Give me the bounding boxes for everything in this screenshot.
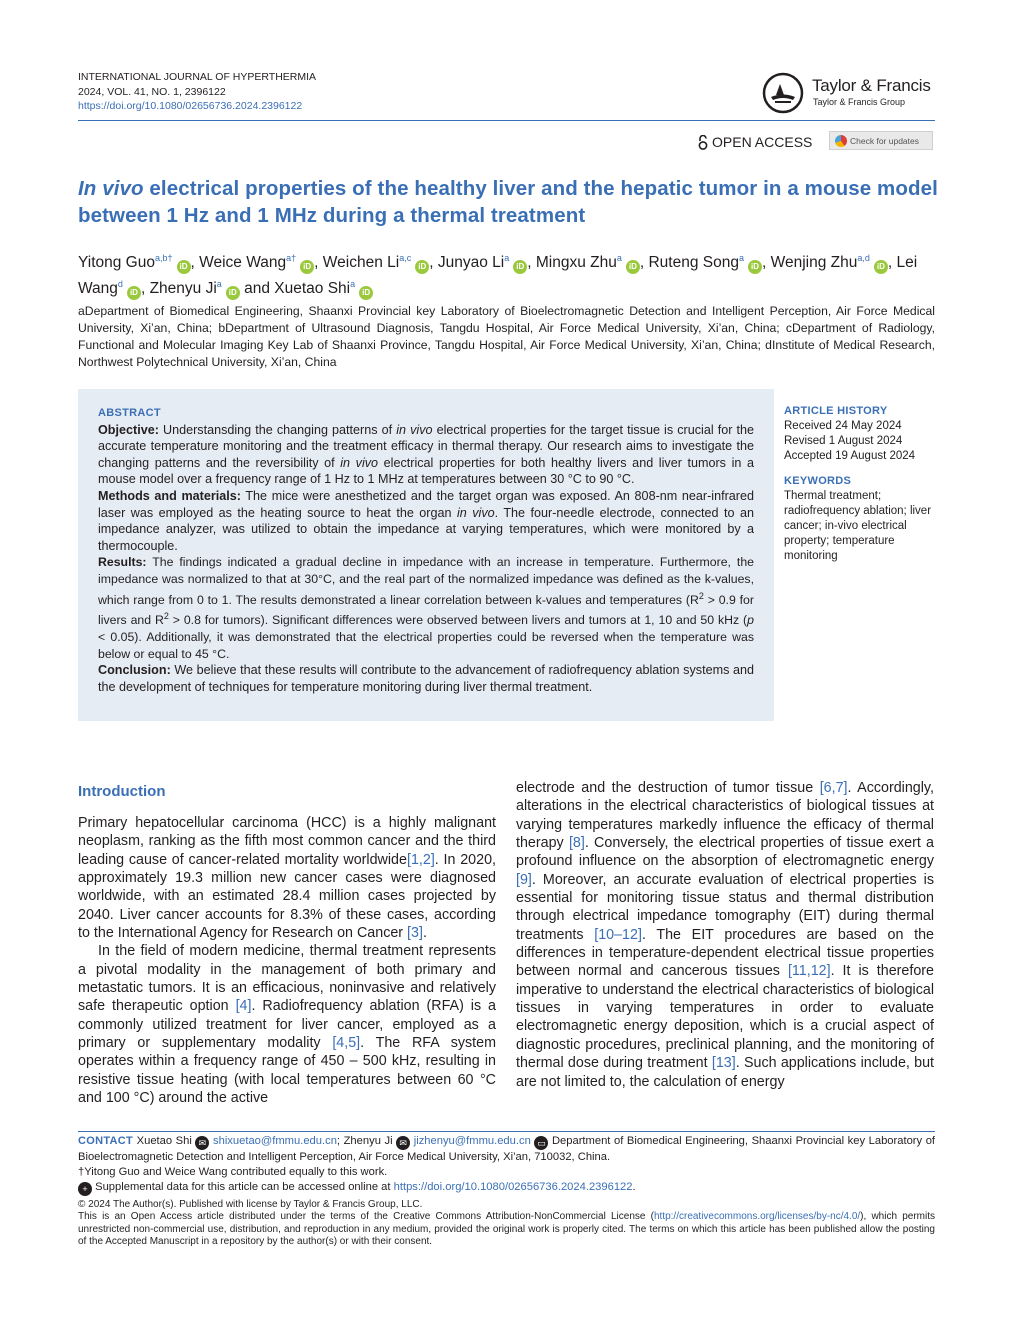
orcid-icon: iD	[177, 260, 191, 274]
abstract-objective: Objective: Understansding the changing patterns of in vivo electrical properties for the target tissue is crucial for the accurate temperature monitoring and the treatment efficacy in thermal therapy. Our research aims to investigate the changing patterns and the reversibility of in vivo electrical properties for both healthy livers and liver tumors in a mouse model over a frequency range of 1 Hz to 1 MHz at temperatures between 30 °C to 90 °C.	[98, 422, 754, 487]
citation-link[interactable]: [4]	[235, 998, 252, 1015]
supplemental-link[interactable]: https://doi.org/10.1080/02656736.2024.2396122	[393, 1181, 633, 1194]
citation-link[interactable]: [6,7]	[819, 780, 848, 796]
journal-info	[78, 70, 316, 114]
taylor-francis-logo-icon	[762, 72, 804, 114]
orcid-icon: iD	[415, 260, 429, 274]
supplemental-data-icon: +	[78, 1182, 92, 1196]
crossmark-icon	[835, 135, 847, 147]
citation-link[interactable]: [3]	[407, 925, 423, 942]
contact-heading: CONTACT	[78, 1135, 134, 1147]
orcid-icon: iD	[874, 260, 888, 274]
open-access-badge	[698, 134, 812, 153]
check-updates-button[interactable]	[829, 131, 933, 150]
paragraph: electrode and the destruction of tumor tissue [6,7]. Accordingly, alterations in the electrical characteristics of biological tissues at varying temperatures markedly influence the efficacy of thermal therapy [8]. Conversely, the electrical properties of tissue exert a profound influence on the absorption of electromagnetic energy [9]. Moreover, an accurate evaluation of electrical properties is essential for monitoring tissue status and thermal distribution through electrical impedance tomography (EIT) during thermal treatments [10–12]. The EIT procedures are based on the differences in temperature-dependent electrical tissue properties between normal and cancerous tissues [11,12]. It is therefore imperative to understand the electrical characteristics of biological tissues in varying temperatures in order to evaluate electromagnetic energy deposition, which is a crucial aspect of diagnostic procedures, preclinical planning, and the monitoring of thermal dose during treatment [13]. Such applications include, but are not limited to, the calculation of energy	[516, 780, 935, 1090]
email-icon: ✉	[195, 1136, 209, 1150]
accepted-date: Accepted 19 August 2024	[784, 450, 916, 462]
email-link[interactable]: jizhenyu@fmmu.edu.cn	[413, 1135, 531, 1147]
footer-divider	[78, 1131, 935, 1132]
check-updates-label: Check for updates	[850, 136, 919, 146]
license-link[interactable]: http://creativecommons.org/licenses/by-nc/4.0/	[653, 1211, 861, 1223]
doi-link[interactable]: https://doi.org/10.1080/02656736.2024.2396122	[78, 100, 303, 112]
author[interactable]: Lei Wang$^d$iD	[78, 254, 917, 297]
title-rest: electrical properties of the healthy liver and the hepatic tumor in a mouse model between 1 Hz and 1 MHz during a thermal treatment	[78, 177, 938, 227]
introduction-heading: Introduction	[78, 783, 166, 800]
body-column-right	[516, 779, 934, 1091]
orcid-icon: iD	[226, 286, 240, 300]
citation-link[interactable]: [9]	[516, 871, 532, 888]
title-italic: In vivo	[78, 177, 144, 200]
author[interactable]: Weice Wang$^{a\dagger}$iD	[199, 254, 314, 271]
author[interactable]: Yitong Guo$^{a,b\dagger}$iD	[78, 254, 191, 271]
author-list: Yitong Guo$^{a,b\dagger}$iD , Weice Wang$^{a\dagger}$iD , Weichen Li$^{a,c}$iD , Junyao Li$^a$iD , Mingxu Zhu$^a$iD , Ruteng Song$^a$iD , Wenjing Zhu$^{a,d}$iD , Lei Wang$^d$iD , Zhenyu Ji$^a$iD and Xuetao Shi$^a$iD	[78, 248, 938, 300]
abstract-heading: ABSTRACT	[98, 407, 161, 419]
abstract-methods: Methods and materials: The mice were anesthetized and the target organ was exposed. An 808-nm near-infrared laser was employed as the heating source to heat the organ in vivo. The four-needle electrode, connected to an impedance analyzer, was utilized to obtain the impedance at varying temperatures, which were monitored by a thermocouple.	[98, 488, 754, 553]
received-date: Received 24 May 2024	[784, 420, 902, 432]
keywords-list: Thermal treatment; radiofrequency ablation; liver cancer; in-vivo electrical property; temperature monitoring	[784, 490, 932, 562]
equal-contribution-note: †Yitong Guo and Weice Wang contributed equally to this work.	[78, 1166, 388, 1179]
license-text: This is an Open Access article distributed under the terms of the Creative Commons Attribution-NonCommercial License (http://creativecommons.org/licenses/by-nc/4.0/), which permits unrestricted non-commercial use, distribution, and reproduction in any medium, provided the original work is properly cited. The terms on which this article has been published allow the posting of the Accepted Manuscript in a repository by the author(s) or with their consent.	[78, 1211, 936, 1247]
author[interactable]: Ruteng Song$^a$iD	[648, 254, 762, 271]
orcid-icon: iD	[127, 286, 141, 300]
citation-link[interactable]: [8]	[568, 835, 585, 852]
article-sidebar	[784, 404, 944, 564]
journal-name: INTERNATIONAL JOURNAL OF HYPERTHERMIA	[78, 71, 317, 83]
abstract-conclusion: Conclusion: We believe that these results will contribute to the advancement of radiofrequency ablation systems and the development of techniques for temperature monitoring during liver thermal treatment.	[98, 663, 754, 694]
abstract	[98, 405, 754, 695]
contact-info: CONTACT Xuetao Shi ✉ shixuetao@fmmu.edu.cn; Zhenyu Ji ✉ jizhenyu@fmmu.edu.cn ▭ Department of Biomedical Engineering, Shaanxi Provincial key Laboratory of Bioelectromagnetic Detection and Intelligent Perception, Air Force Medical University, Xi’an, 710032, China. †Yitong Guo and Weice Wang contributed equally to this work. + Supplemental data for this article can be accessed online at https://doi.org/10.1080/02656736.2024.2396122.	[78, 1135, 936, 1195]
article-title	[78, 175, 938, 229]
citation-link[interactable]: [13]	[711, 1055, 736, 1072]
citation-link[interactable]: [11,12]	[787, 963, 831, 980]
author[interactable]: Weichen Li$^{a,c}$iD	[323, 254, 429, 271]
journal-volume: 2024, VOL. 41, NO. 1, 2396122	[78, 85, 226, 98]
article-history-heading: ARTICLE HISTORY	[784, 405, 888, 417]
publisher-group: Taylor & Francis Group	[813, 97, 906, 107]
abstract-results: Results: The findings indicated a gradual decline in impedance with an increase in temperature. Furthermore, the impedance was normalized to that at 30°C, and the real part of the normalized impedance was defined as the k-values, which range from 0 to 1. The results demonstrated a linear correlation between k-values and temperatures ($R^2 > 0.9$ for livers and $R^2 > 0.8$ for tumors). Significant differences were observed between livers and tumors at 1, 10 and 50 kHz (p < 0.05). Additionally, it was demonstrated that the electrical properties could be reversed when the temperature was below or equal to 45 °C.	[98, 555, 754, 661]
citation-link[interactable]: [1,2]	[406, 851, 435, 868]
orcid-icon: iD	[748, 260, 762, 274]
copyright-line: © 2024 The Author(s). Published with license by Taylor & Francis Group, LLC.	[78, 1199, 423, 1210]
keywords-heading: KEYWORDS	[784, 475, 852, 487]
orcid-icon: iD	[626, 260, 640, 274]
body-column-left	[78, 814, 496, 1108]
orcid-icon: iD	[513, 260, 527, 274]
header-divider	[78, 120, 935, 121]
publisher-name: Taylor & Francis	[812, 76, 931, 95]
paragraph: Primary hepatocellular carcinoma (HCC) is a highly malignant neoplasm, ranking as the fifth most common cancer and the third leading cause of cancer-related mortality worldwide[1,2]. In 2020, approximately 19.3 million new cancer cases were diagnosed worldwide, with an estimated 28.4 million cases projected by 2040. Liver cancer accounts for 8.3% of these cases, according to the International Agency for Research on Cancer [3].	[78, 815, 496, 942]
supplemental-note: + Supplemental data for this article can be accessed online at https://doi.org/10.1080/02656736.2024.2396122.	[78, 1180, 935, 1196]
email-link[interactable]: shixuetao@fmmu.edu.cn	[213, 1135, 337, 1147]
orcid-icon: iD	[359, 286, 373, 300]
author[interactable]: Mingxu Zhu$^a$iD	[536, 254, 640, 271]
author[interactable]: Zhenyu Ji$^a$iD	[150, 280, 240, 297]
email-icon: ✉	[396, 1136, 410, 1150]
affiliations: aDepartment of Biomedical Engineering, Shaanxi Provincial key Laboratory of Bioelectromagnetic Detection and Intelligent Perception, Air Force Medical University, Xi’an, China; bDepartment of Ultrasound Diagnosis, Tangdu Hospital, Air Force Medical University, Xi’an, China; cDepartment of Radiology, Functional and Molecular Imaging Key Lab of Shaanxi Province, Tangdu Hospital, Air Force Medical University, Xi’an, China; dInstitute of Medical Research, Northwest Polytechnical University, Xi’an, China	[78, 304, 935, 369]
author[interactable]: Wenjing Zhu$^{a,d}$iD	[771, 254, 888, 271]
address-icon: ▭	[534, 1136, 548, 1150]
author[interactable]: Junyao Li$^a$iD	[438, 254, 527, 271]
orcid-icon: iD	[300, 260, 314, 274]
author[interactable]: Xuetao Shi$^a$iD	[274, 280, 373, 297]
paragraph: In the field of modern medicine, thermal treatment represents a pivotal modality in the management of both primary and metastatic tumors. It is an efficacious, noninvasive and relatively safe therapeutic option [4]. Radiofrequency ablation (RFA) is a commonly utilized treatment for liver cancer, employed as a primary or supplementary modality [4,5]. The RFA system operates within a frequency range of 450 – 500 kHz, resulting in resistive tissue heating (with local temperatures between 60 °C and 100 °C) around the active	[78, 943, 496, 1107]
citation-link[interactable]: [4,5]	[332, 1035, 361, 1052]
copyright-notice	[78, 1199, 935, 1248]
revised-date: Revised 1 August 2024	[784, 435, 903, 447]
citation-link[interactable]: [10–12]	[594, 926, 642, 943]
open-access-label: OPEN ACCESS	[712, 134, 813, 150]
open-lock-icon	[698, 135, 708, 153]
